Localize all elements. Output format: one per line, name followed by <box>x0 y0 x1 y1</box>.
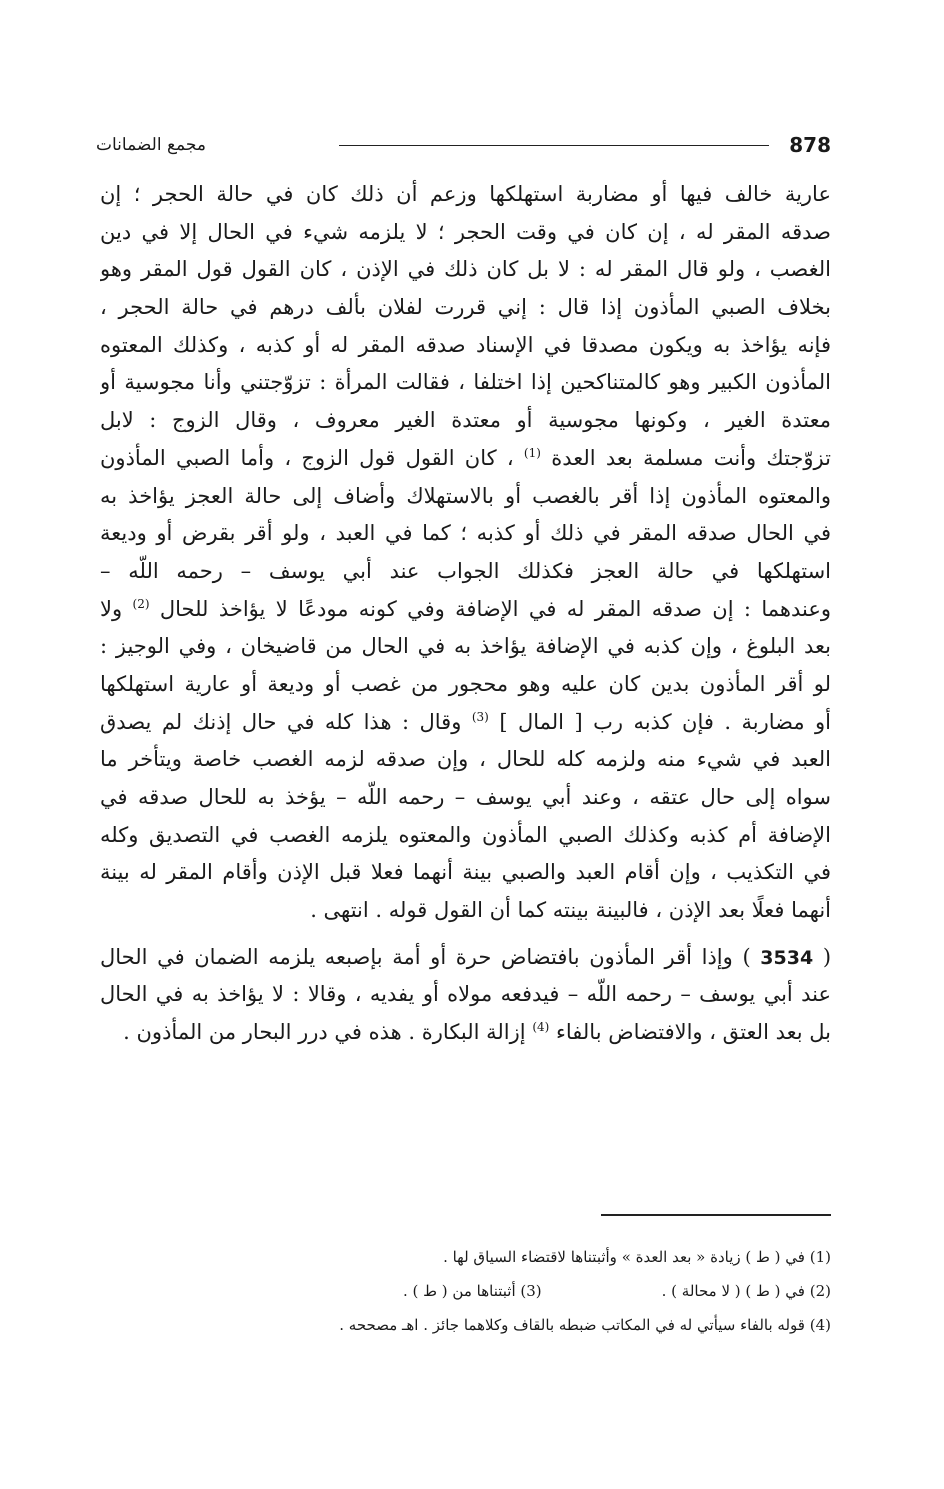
text-line: في التكذيب ، وإن أقام العبد والصبي بينة أنهما فعلا قبل الإذن وأقام المقر له بينة <box>100 860 831 885</box>
paragraph-gap <box>100 930 831 939</box>
footnote-ref: (1) <box>523 445 541 460</box>
text-line: بخلاف الصبي المأذون إذا قال : إني قررت لفلان بألف درهم في حالة الحجر ، <box>100 295 831 320</box>
text-line: العبد في شيء منه ولزمه كله للحال ، وإن صدقه لزمه الغصب خاصة ويتأخر ما <box>100 747 831 772</box>
text-line: استهلكها في حالة العجز فكذلك الجواب عند أبي يوسف – رحمه اللّه – <box>100 558 831 583</box>
text-line: بعد البلوغ ، وإن كذبه في الإضافة يؤاخذ به في الحال من قاضيخان ، وفي الوجيز : <box>100 634 831 659</box>
footnote-1: (1) في ( ط ) زيادة « بعد العدة » وأثبتناها لاقتضاء السياق لها . <box>443 1248 831 1266</box>
text-fragment: إزالة البكارة . هذه في درر البحار من المأذون . <box>123 1020 526 1045</box>
text-fragment: وإذا أقر المأذون بافتضاض حرة أو أمة بإصبعه يلزمه الضمان في الحال <box>100 944 733 969</box>
text-line: لو أقر المأذون بدين كان عليه وهو محجور من غصب أو وديعة أو عارية استهلكها <box>100 671 831 696</box>
book-title: مجمع الضمانات <box>96 135 206 155</box>
text-line <box>100 1014 831 1052</box>
text-line: صدقه المقر له ، إن كان في وقت الحجر ؛ لا يلزمه شيء في الحال إلا في دين <box>100 219 831 244</box>
text-fragment: أو مضاربة . فإن كذبه رب [ المال ] <box>499 709 831 734</box>
footnote-rule <box>601 1214 831 1216</box>
text-line: والمعتوه المأذون إذا أقر بالغصب أو بالاستهلاك وأضاف إلى حالة العجز يؤاخذ به <box>100 483 831 508</box>
page-number: 878 <box>789 133 831 157</box>
text-line <box>100 440 831 478</box>
footnote-2: (2) في ( ط ) ( لا محالة ) . <box>661 1282 831 1300</box>
footnote-ref: (4) <box>532 1020 550 1035</box>
text-line: المأذون الكبير وهو كالمتناكحين إذا اختلفا ، فقالت المرأة : تزوّجتني وأنا مجوسية أو <box>100 370 831 395</box>
footnote-4: (4) قوله بالفاء سيأتي له في المكاتب ضبطه بالقاف وكلاهما جائز . اهـ مصححه . <box>339 1316 831 1334</box>
text-fragment: تزوّجتك وأنت مسلمة بعد العدة <box>551 445 831 470</box>
text-line: فإنه يؤاخذ به ويكون مصدقا في الإسناد صدقه المقر له أو كذبه ، وكذلك المعتوه <box>100 332 831 357</box>
article-number: 3534 <box>760 946 814 969</box>
text-fragment: بل بعد العتق ، والافتضاض بالفاء <box>556 1020 831 1045</box>
paren: ) <box>742 944 751 969</box>
text-fragment: وعندهما : إن صدقه المقر له في الإضافة وفي كونه مودعًا لا يؤاخذ للحال <box>159 596 831 621</box>
text-fragment: ولا <box>100 596 123 621</box>
text-line <box>100 704 831 742</box>
footnote-ref: (2) <box>132 596 150 611</box>
text-line: الإضافة أم كذبه وكذلك الصبي المأذون والمعتوه يلزمه الغصب في التصديق وكله <box>100 822 831 847</box>
footnote-3: (3) أثبتناها من ( ط ) . <box>403 1282 542 1300</box>
text-line: معتدة الغير ، وكونها مجوسية أو معتدة الغير معروف ، وقال الزوج : لابل <box>100 408 831 433</box>
footnote-row <box>100 1274 831 1308</box>
text-line: الغصب ، ولو قال المقر له : لا بل كان ذلك في الإذن ، كان القول قول المقر وهو <box>100 257 831 282</box>
header-rule <box>339 145 769 146</box>
paren: ( <box>822 944 831 969</box>
text-line <box>100 939 831 977</box>
footnotes <box>100 1240 831 1342</box>
main-text <box>100 176 831 1052</box>
text-line: عارية خالف فيها أو مضاربة استهلكها وزعم أن ذلك كان في حالة الحجر ؛ إن <box>100 182 831 206</box>
running-header <box>96 128 831 162</box>
text-fragment: وقال : هذا كله في حال إذنك لم يصدق <box>100 709 462 734</box>
text-fragment: ، كان القول قول الزوج ، وأما الصبي المأذون <box>100 445 514 470</box>
footnote-ref: (3) <box>471 709 489 724</box>
text-line: أنهما فعلًا بعد الإذن ، فالبينة بينته كما أن القول قوله . انتهى . <box>310 898 831 923</box>
text-line: عند أبي يوسف – رحمه اللّه – فيدفعه مولاه أو يفديه ، وقالا : لا يؤاخذ به في الحال <box>100 982 831 1007</box>
text-line: سواه إلى حال عتقه ، وعند أبي يوسف – رحمه اللّه – يؤخذ به للحال صدقه في <box>100 785 831 809</box>
text-line <box>100 591 831 629</box>
text-line: في الحال صدقه المقر في ذلك أو كذبه ؛ كما في العبد ، ولو أقر بقرض أو وديعة <box>100 521 831 546</box>
